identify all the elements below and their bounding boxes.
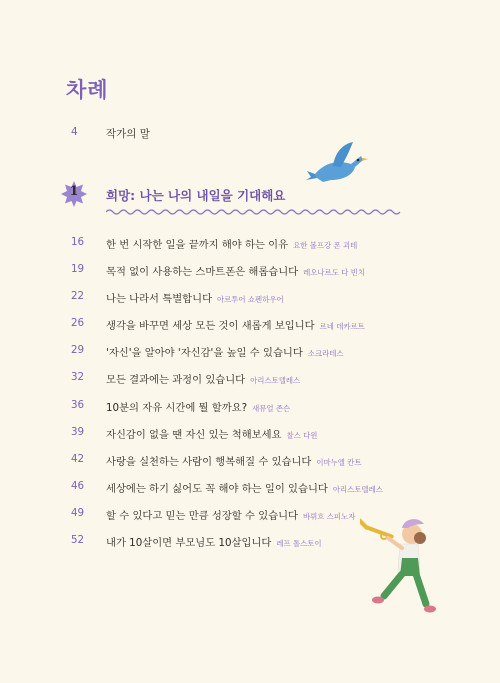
entry-title: 내가 10살이면 부모님도 10살입니다: [106, 537, 272, 550]
entry-page-number: 4: [71, 126, 78, 138]
entry-page-number: 29: [71, 344, 85, 357]
entry-title: 한 번 시작한 일을 끝까지 해야 하는 이유: [106, 239, 289, 251]
toc-entry: [66, 480, 396, 507]
entry-author: 소크라테스: [307, 349, 344, 359]
trumpet-player-illustration: [358, 512, 438, 616]
entry-page-number: 49: [71, 506, 85, 519]
entry-page-number: 16: [71, 236, 85, 248]
wavy-divider: [106, 208, 402, 216]
toc-entry: [66, 399, 396, 426]
toc-entry: [66, 534, 396, 561]
entry-title: 할 수 있다고 믿는 만큼 성장할 수 있습니다: [106, 509, 299, 522]
entry-author: 레오나르도 다 빈치: [303, 268, 365, 278]
entry-page-number: 39: [71, 425, 85, 438]
entry-title: '자신'을 알아야 '자신감'을 높일 수 있습니다: [106, 347, 303, 360]
entry-title: 나는 나라서 특별합니다: [106, 293, 213, 306]
toc-entry: [66, 507, 396, 534]
entry-title: 사랑을 실천하는 사람이 행복해질 수 있습니다: [106, 455, 312, 468]
entry-title: 세상에는 하기 싫어도 꼭 해야 하는 일이 있습니다: [106, 482, 328, 495]
entry-author: 찰스 다윈: [286, 430, 318, 440]
toc-entry: [66, 426, 396, 453]
table-of-contents: [66, 236, 396, 561]
entry-title: 작가의 말: [106, 128, 150, 140]
entry-author: 레프 톨스토이: [276, 539, 322, 549]
entry-title: 10분의 자유 시간에 뭘 할까요?: [106, 401, 248, 414]
toc-entry: [66, 344, 396, 371]
toc-entry: [66, 371, 396, 398]
entry-author: 아리스토텔레스: [250, 376, 301, 386]
entry-author: 새뮤얼 존슨: [252, 403, 291, 413]
entry-page-number: 19: [71, 263, 85, 276]
entry-title: 목적 없이 사용하는 스마트폰은 해롭습니다: [106, 266, 299, 279]
toc-entry: [66, 263, 396, 290]
chapter-header: [60, 180, 410, 220]
entry-author: 요한 볼프강 폰 괴테: [293, 241, 358, 250]
entry-page-number: 52: [71, 534, 85, 547]
toc-entry: [66, 236, 396, 263]
chapter-number: 1: [69, 184, 79, 199]
entry-page-number: 46: [71, 479, 85, 492]
entry-page-number: 42: [71, 452, 85, 465]
entry-page-number: 36: [71, 398, 85, 411]
entry-author: 바뤼흐 스피노자: [303, 511, 356, 521]
toc-entry: [66, 317, 396, 344]
toc-entry: [66, 290, 396, 317]
intro-entry: [66, 126, 326, 142]
entry-page-number: 26: [71, 317, 85, 330]
chapter-title: 희망: 나는 나의 내일을 기대해요: [106, 188, 286, 203]
entry-author: 아리스토텔레스: [332, 484, 383, 494]
entry-page-number: 22: [71, 290, 85, 303]
entry-author: 아르투어 쇼펜하우어: [217, 295, 284, 305]
entry-title: 생각을 바꾸면 세상 모든 것이 새롭게 보입니다: [106, 320, 315, 333]
entry-title: 모든 결과에는 과정이 있습니다: [106, 374, 246, 387]
entry-page-number: 32: [71, 371, 85, 384]
entry-author: 르네 데카르트: [319, 322, 365, 332]
page-title: 차례: [66, 78, 109, 102]
entry-title: 자신감이 없을 땐 자신 있는 척해보세요: [106, 428, 282, 441]
toc-entry: [66, 453, 396, 480]
entry-author: 이마누엘 칸트: [316, 457, 362, 467]
